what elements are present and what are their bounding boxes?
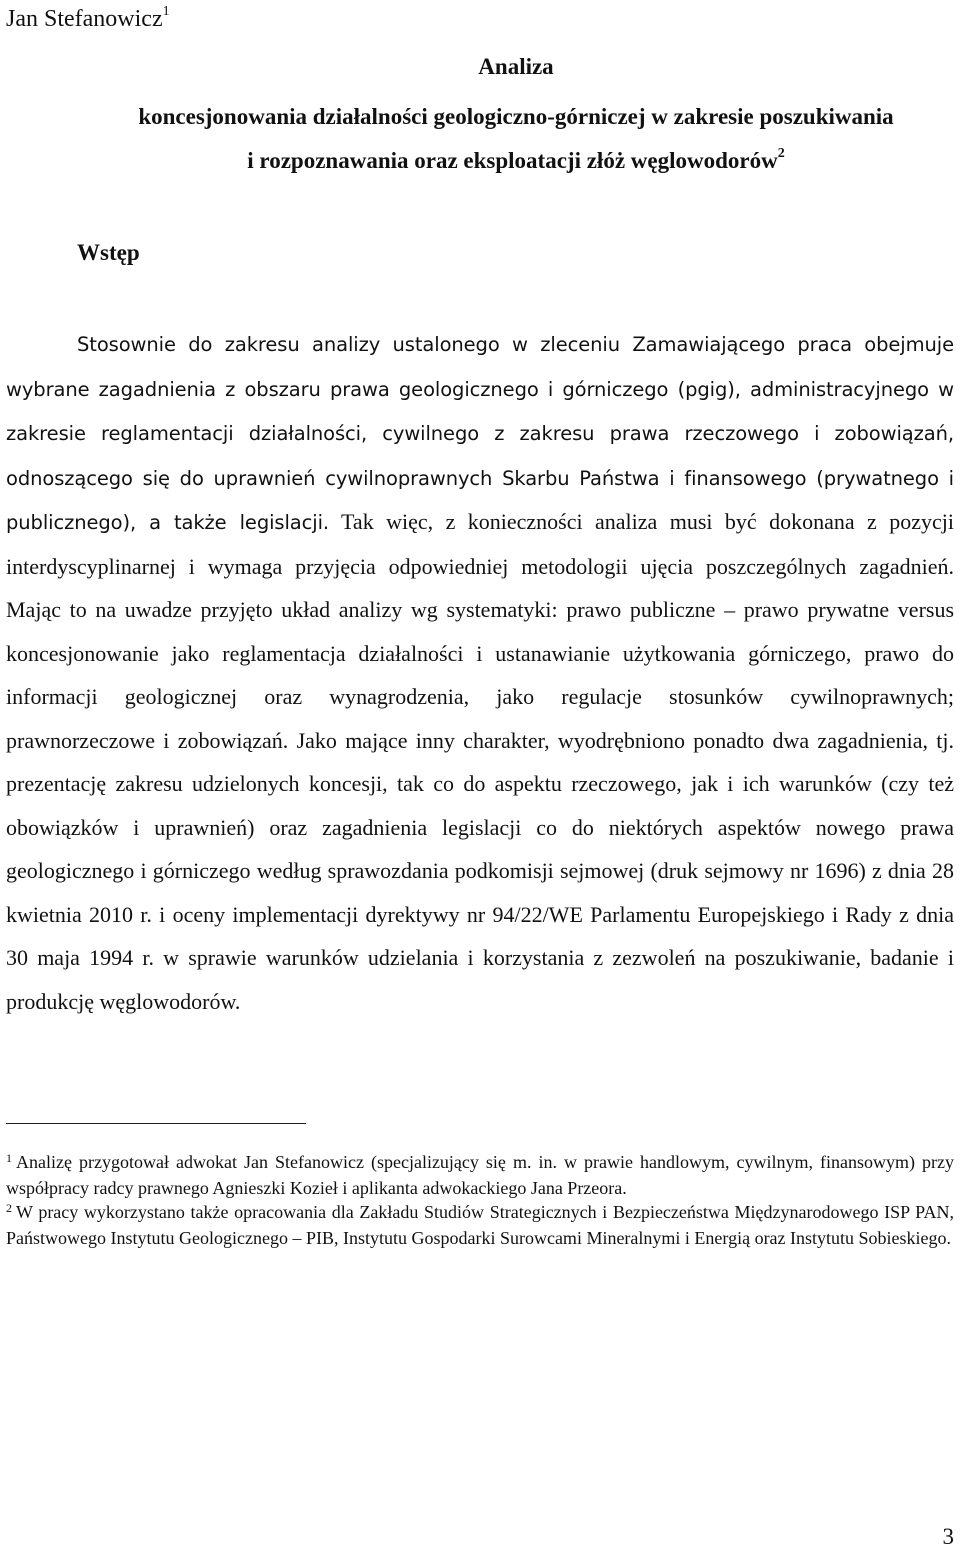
footnote-2-text: W pracy wykorzystano także opracowania dla Zakładu Studiów Strategicznych i Bezpieczeństwa Międzynarodowego ISP PAN, Państwowego Instytutu Geologicznego – PIB, Instytutu Gospodarki Surowcami Mineralnymi i Energią oraz Instytutu Sobieskiego. xyxy=(6,1202,954,1248)
body-paragraph xyxy=(6,322,954,1023)
document-title-line-3 xyxy=(36,148,960,174)
paragraph-part-1: Stosownie do zakresu analizy ustalonego w zleceniu Zamawiającego praca obejmuje wybrane zagadnienia z obszaru prawa geologicznego i górniczego (pgig), administracyjnego w zakresie reglamentacji działalności, cywilnego z zakresu prawa rzeczowego i zobowiązań, odnoszącego się do uprawnień cywilnoprawnych Skarbu Państwa i finansowego (prywatnego i publicznego), a także legislacji. xyxy=(6,333,954,534)
paragraph-part-2: Tak więc, z konieczności analiza musi być dokonana z pozycji interdyscyplinarnej i wymaga przyjęcia odpowiedniej metodologii ujęcia poszczególnych zagadnień. xyxy=(6,509,954,579)
author-name xyxy=(6,4,170,34)
footnote-1-text: Analizę przygotował adwokat Jan Stefanowicz (specjalizujący się m. in. w prawie handlowym, cywilnym, finansowym) przy współpracy radcy prawnego Agnieszki Kozieł i aplikanta adwokackiego Jana Przeora. xyxy=(6,1152,954,1198)
paragraph-part-3: Mając to na uwadze przyjęto układ analizy wg systematyki: xyxy=(6,597,558,622)
author-name-text: Jan Stefanowicz xyxy=(6,6,163,32)
footnote-2 xyxy=(6,1200,954,1250)
page-number: 3 xyxy=(942,1524,954,1549)
footnote-1 xyxy=(6,1150,954,1200)
document-title-line-3-text: i rozpoznawania oraz eksploatacji złóż węglowodorów xyxy=(247,148,778,173)
paragraph-part-4: prawo publiczne – prawo prywatne versus koncesjonowanie jako reglamentacja działalności i ustanawianie użytkowania górniczego, prawo do informacji geologicznej oraz wynagrodzenia, jako regulacje stosunków cywilnoprawnych; prawnorzeczowe i zobowiązań. Jako mające inny charakter, wyodrębniono ponadto dwa zagadnienia, tj. prezentację zakresu udzielonych koncesji, tak co do aspektu rzeczowego, jak i ich warunków (czy też obowiązków i uprawnień) oraz zagadnienia legislacji co do niektórych aspektów nowego prawa geologicznego i górniczego według sprawozdania podkomisji sejmowej (druk sejmowy nr 1696) z dnia 28 kwietnia 2010 r. i oceny implementacji dyrektywy nr 94/22/WE Parlamentu Europejskiego i Rady z dnia 30 maja 1994 r. w sprawie warunków udzielania i korzystania z zezwoleń na poszukiwanie, badanie i produkcję węglowodorów. xyxy=(6,597,955,1014)
title-footnote-ref[interactable]: 2 xyxy=(777,146,785,162)
document-title-line-2: koncesjonowania działalności geologiczno-górniczej w zakresie poszukiwania xyxy=(138,104,894,129)
footnote-separator xyxy=(6,1123,306,1124)
document-title-line-1: Analiza xyxy=(478,54,554,79)
footnotes xyxy=(6,1150,954,1250)
footnote-2-number: 2 xyxy=(6,1201,12,1215)
author-footnote-ref[interactable]: 1 xyxy=(162,4,170,19)
section-heading: Wstęp xyxy=(77,240,140,265)
footnote-1-number: 1 xyxy=(6,1151,12,1165)
